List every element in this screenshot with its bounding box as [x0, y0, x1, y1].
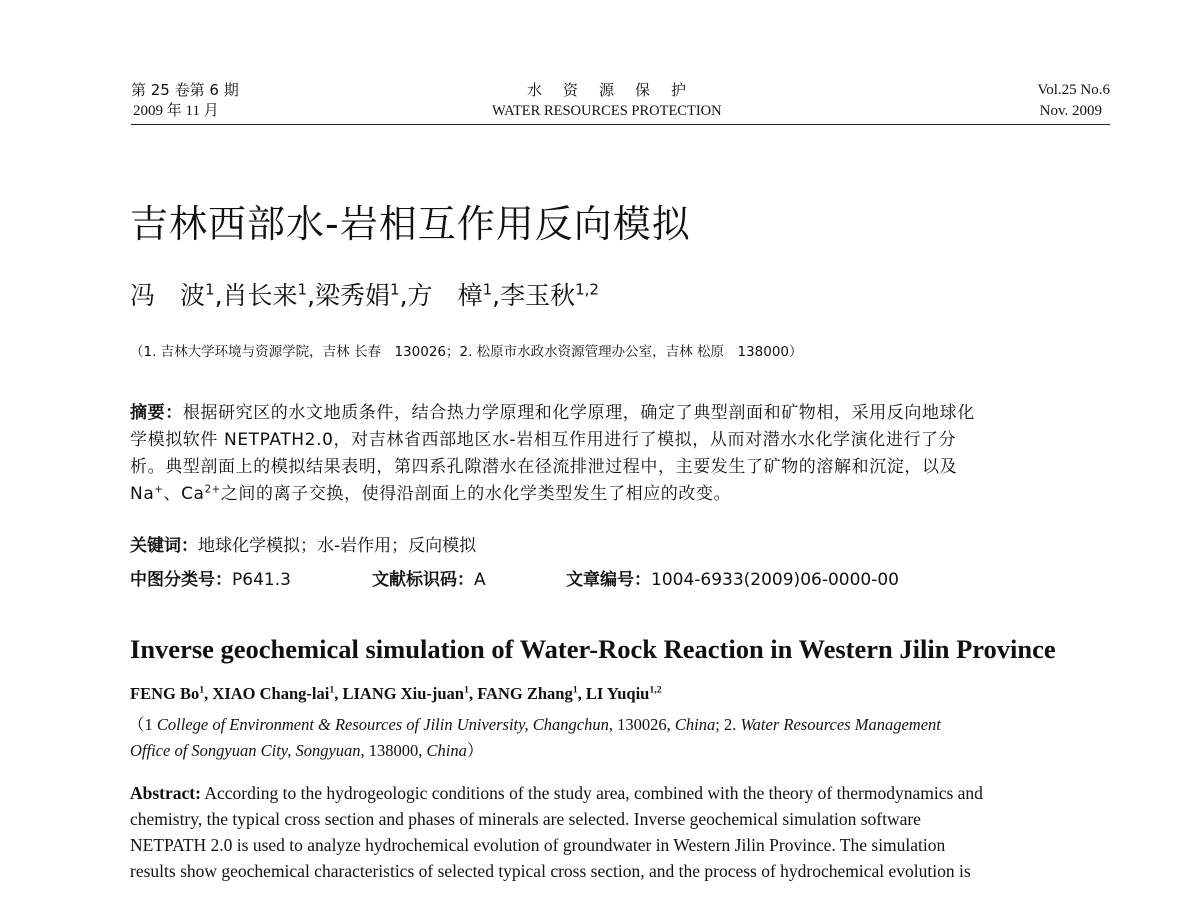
author-en: FANG Zhang$^1$,: [477, 684, 586, 703]
article-number: [566, 568, 899, 592]
abstract-en: [130, 780, 1110, 884]
author-en: XIAO Chang-lai$^1$,: [212, 684, 343, 703]
doc-code-label: 文献标识码：: [372, 570, 474, 590]
clc-value: P641.3: [232, 570, 291, 590]
abstract-en-label: Abstract:: [130, 783, 201, 803]
journal-date-cn: 2009 年 11 月: [133, 103, 219, 119]
journal-date-en: Nov. 2009: [1039, 103, 1102, 119]
affiliation-en: （1 College of Environment & Resources of Jilin University, Changchun, 130026, China; 2. Water Resources Management Office of Songyuan City, Songyuan, 138000, China）: [128, 715, 941, 760]
abstract-en-line: results show geochemical characteristics of selected typical cross section, and the process of hydrochemical evolution is: [130, 861, 971, 881]
journal-volume-en: Vol.25 No.6: [1037, 82, 1110, 98]
abstract-cn-line: 析。典型剖面上的模拟结果表明，第四系孔隙潜水在径流排泄过程中，主要发生了矿物的溶解和沉淀，以及: [130, 457, 958, 477]
affiliation-cn: （1. 吉林大学环境与资源学院，吉林 长春 130026；2. 松原市水政水资源管理办公室，吉林 松原 138000）: [130, 344, 803, 360]
clc-label: 中图分类号：: [130, 570, 232, 590]
keywords-cn-text: 地球化学模拟；水-岩作用；反向模拟: [198, 536, 477, 556]
author-en: FENG Bo$^1$,: [130, 684, 213, 703]
author-cn: 梁秀娟$^1$,: [315, 280, 408, 310]
abstract-cn: [130, 400, 1110, 508]
journal-issue-cn: 第 25 卷第 6 期: [131, 81, 239, 99]
abstract-cn-line: 根据研究区的水文地质条件，结合热力学原理和化学原理，确定了典型剖面和矿物相，采用反向地球化: [182, 403, 975, 423]
abstract-cn-line: 学模拟软件 NETPATH2.0，对吉林省西部地区水-岩相互作用进行了模拟，从而对潜水水化学演化进行了分: [130, 430, 957, 450]
authors-en: [130, 683, 662, 705]
abstract-en-line: NETPATH 2.0 is used to analyze hydrochemical evolution of groundwater in Western Jilin Province. The simulation: [130, 835, 946, 855]
doc-code-value: A: [474, 570, 486, 590]
abstract-cn-line: Na+、$Ca^{2+}$之间的离子交换，使得沿剖面上的水化学类型发生了相应的改变。: [130, 484, 732, 504]
author-cn: 李玉秋$^{1,2}$: [500, 280, 599, 310]
abstract-cn-label: 摘要：: [130, 403, 183, 423]
abstract-en-line: According to the hydrogeologic conditions of the study area, combined with the theory of thermodynamics and: [200, 783, 983, 803]
keywords-cn-label: 关键词：: [130, 536, 198, 556]
author-cn: 方 樟$^1$,: [407, 280, 501, 310]
abstract-en-line: chemistry, the typical cross section and phases of minerals are selected. Inverse geochemical simulation software: [130, 809, 921, 829]
paper-title-en: Inverse geochemical simulation of Water-Rock Reaction in Western Jilin Province: [130, 634, 1056, 664]
header-rule: [131, 124, 1110, 125]
paper-title-cn: 吉林西部水-岩相互作用反向模拟: [130, 202, 691, 246]
article-number-value: 1004-6933(2009)06-0000-00: [651, 570, 899, 590]
author-en: LI Yuqiu$^{1,2}$: [585, 684, 662, 703]
article-number-label: 文章编号：: [566, 570, 651, 590]
author-cn: 肖长来$^1$,: [222, 280, 316, 310]
journal-name-cn: 水 资 源 保 护: [527, 81, 690, 99]
author-cn: 冯 波$^1$,: [130, 280, 223, 310]
doc-code: [372, 568, 486, 592]
authors-cn: [130, 280, 599, 312]
keywords-cn: [130, 534, 476, 558]
author-en: LIANG Xiu-juan$^1$,: [342, 684, 478, 703]
classification-line: [130, 568, 291, 592]
journal-name-en: WATER RESOURCES PROTECTION: [492, 103, 722, 119]
